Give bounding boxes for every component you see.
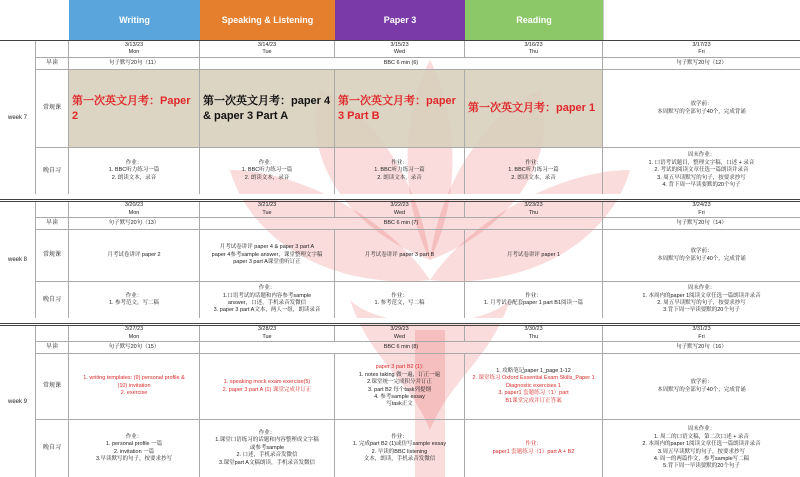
homework-cell: 作业： 1. 参考范文，写二稿 — [335, 282, 465, 319]
date-cell: 3/13/23 Mon — [69, 41, 200, 58]
subject-header-speaking — [200, 0, 335, 40]
week-8-block — [0, 201, 800, 318]
homework-cell: 周末作业： 1. 本周内的paper 1阅读文章任选一篇朗读并录音 2. 周五早读默写的句子，按要求抄写 3.背下周一早读要默的20个句子 — [603, 282, 800, 319]
lesson-cell: 放学前： 本周默写的全部句子40个，完成背诵 — [603, 230, 800, 282]
lesson-cell: 放学前： 本周默写的全部句子40个，完成背诵 — [603, 70, 800, 148]
homework-cell: 作业： 1. BBC听力练习一篇 2. 朗读文本，录音 — [465, 148, 603, 195]
subject-label: Writing — [119, 15, 150, 25]
homework-cell: 周末作业： 1. 口语考试题目，整理文字稿，口述 + 录音 2. 考试的阅读文章任选一篇朗读并录音 3. 周五早读默写的句子，按要求抄写 4. 背下周一早读要默的20个句子 — [603, 148, 800, 195]
date-cell: 3/27/23 Mon — [69, 326, 200, 342]
row-label-zaodu: 早读 — [36, 58, 69, 70]
lesson-cell: 1. writing templates: (9) personal profile & (10) invitation 2. exercise — [69, 354, 200, 420]
subject-label: Reading — [516, 15, 552, 25]
homework-cell: 作业： 1. BBC听力练习一篇 2. 朗读文本，录音 — [69, 148, 200, 195]
date-cell: 3/23/23 Thu — [465, 202, 603, 218]
row-label-zaodu: 早读 — [36, 342, 69, 354]
date-cell: 3/20/23 Mon — [69, 202, 200, 218]
homework-cell: 作业： 1. 参考范文，写二稿 — [69, 282, 200, 319]
subject-header-writing — [69, 0, 200, 40]
zaodu-mid: BBC 6 min (7) — [200, 218, 603, 230]
week-label: week 8 — [0, 202, 36, 319]
type-blank — [36, 41, 69, 58]
homework-cell: 作业： paper1 套题练习（1）part A + B2 — [465, 420, 603, 477]
zaodu-right: 句子默写20句（16） — [603, 342, 800, 354]
zaodu-mid: BBC 6 min (6) — [200, 58, 603, 70]
exam-cell: 第一次英文月考：paper 4 & paper 3 Part A — [200, 70, 335, 148]
header-blank-fri — [603, 0, 800, 40]
zaodu-mid: BBC 6 min (8) — [200, 342, 603, 354]
date-cell: 3/15/23 Wed — [335, 41, 465, 58]
homework-cell: 作业： 1.口语考试的话题和内容参考sample answer，口述，手机录音发微信 3. paper 3 part A文本，两人一组，朗读录音 — [200, 282, 335, 319]
homework-cell: 周末作业： 1. 周二的口语文稿，第二次口述 + 录音 2. 本周内的paper 1阅读文章任选一篇朗读并录音 3.周五早读默写的句子，按要求抄写 4. 周一的两篇作文，参考sample写二稿 5.背下周一早读要默的20个句子 — [603, 420, 800, 477]
homework-cell: 作业： 1.课堂口语练习的话题和内容整理成文字稿 或参考sample 2. 口述，手机录音发微信 3.课堂part A文稿朗读，手机录音发微信 — [200, 420, 335, 477]
exam-cell: 第一次英文月考：paper 1 — [465, 70, 603, 148]
lesson-cell: 月考试卷讲评 paper 4 & paper 3 part A paper 4参考sample answer，课堂整理文字稿 paper 3 part A课堂重听订正 — [200, 230, 335, 282]
date-cell: 3/28/23 Tue — [200, 326, 335, 342]
lesson-cell: 月考试卷讲评 paper 2 — [69, 230, 200, 282]
lesson-cell: 放学前： 本周默写的全部句子40个，完成背诵 — [603, 354, 800, 420]
exam-cell: 第一次英文月考：Paper 2 — [69, 70, 200, 148]
week-7-block — [0, 40, 800, 194]
week-separator — [0, 318, 800, 324]
row-label-wanzixi: 晚自习 — [36, 282, 69, 319]
lesson-cell: paper 3 part B2 (1): 1. notes taking 做一遍，订正一遍 2.课堂统一完成积分并订正 3. part B2 每个task列提纲 4. 参考sample essay 写task正文 — [335, 354, 465, 420]
row-label-zaodu: 早读 — [36, 218, 69, 230]
homework-cell: 作业： 1. BBC听力练习一篇 2. 朗读文本，录音 — [200, 148, 335, 195]
row-label-changgui: 常规课 — [36, 230, 69, 282]
date-cell: 3/24/23 Fri — [603, 202, 800, 218]
homework-cell: 作业： 1. personal profile 一篇 2. invitation 一篇 3.早读默写的句子，按要求抄写 — [69, 420, 200, 477]
subject-header-reading — [465, 0, 603, 40]
exam-cell: 第一次英文月考：paper 3 Part B — [335, 70, 465, 148]
type-blank — [36, 326, 69, 342]
header-blank — [0, 0, 69, 40]
week-9-block — [0, 325, 800, 477]
lesson-cell: 月考试卷讲评 paper 3 part B — [335, 230, 465, 282]
homework-cell: 作业： 1. BBC听力练习一篇 2. 朗读文本，录音 — [335, 148, 465, 195]
row-label-changgui: 常规课 — [36, 70, 69, 148]
week-label: week 9 — [0, 326, 36, 477]
zaodu-right: 句子默写20句（14） — [603, 218, 800, 230]
date-cell: 3/29/23 Wed — [335, 326, 465, 342]
date-cell: 3/22/23 Wed — [335, 202, 465, 218]
zaodu-left: 句子默写20句（13） — [69, 218, 200, 230]
homework-cell: 作业： 1. 完成part B2 (1)或仿写sample essay 2. 早读的BBC listening 文本，朗读，手机录音发微信 — [335, 420, 465, 477]
week-separator — [0, 194, 800, 200]
lesson-cell: 月考试卷讲评 paper 1 — [465, 230, 603, 282]
zaodu-right: 句子默写20句（12） — [603, 58, 800, 70]
type-blank — [36, 202, 69, 218]
date-cell: 3/17/23 Fri — [603, 41, 800, 58]
subject-header-paper3 — [335, 0, 465, 40]
date-cell: 3/14/23 Tue — [200, 41, 335, 58]
week-label: week 7 — [0, 41, 36, 195]
subject-label: Speaking & Listening — [221, 15, 314, 25]
lesson-cell: 1. 攻略笔记paper 1_page 1-12 2. 课堂练习 Oxford Essential Exam Skills_Paper 1 Diagnostic exercises 1 3. paper1 套题练习（1）part B1课堂完成并订正答案 — [465, 354, 603, 420]
row-label-wanzixi: 晚自习 — [36, 148, 69, 195]
zaodu-left: 句子默写20句（15） — [69, 342, 200, 354]
row-label-wanzixi: 晚自习 — [36, 420, 69, 477]
date-cell: 3/21/23 Tue — [200, 202, 335, 218]
zaodu-left: 句子默写20句（11） — [69, 58, 200, 70]
date-cell: 3/30/23 Thu — [465, 326, 603, 342]
date-cell: 3/16/23 Thu — [465, 41, 603, 58]
homework-cell: 作业： 1. 月考试卷配套paper 1 part B1阅读一篇 — [465, 282, 603, 319]
date-cell: 3/31/23 Fri — [603, 326, 800, 342]
row-label-changgui: 常规课 — [36, 354, 69, 420]
subject-label: Paper 3 — [383, 15, 417, 25]
lesson-cell: 1. speaking mock exam exercise(5) 2. paper 3 part A (1) 课堂完成并订正 — [200, 354, 335, 420]
